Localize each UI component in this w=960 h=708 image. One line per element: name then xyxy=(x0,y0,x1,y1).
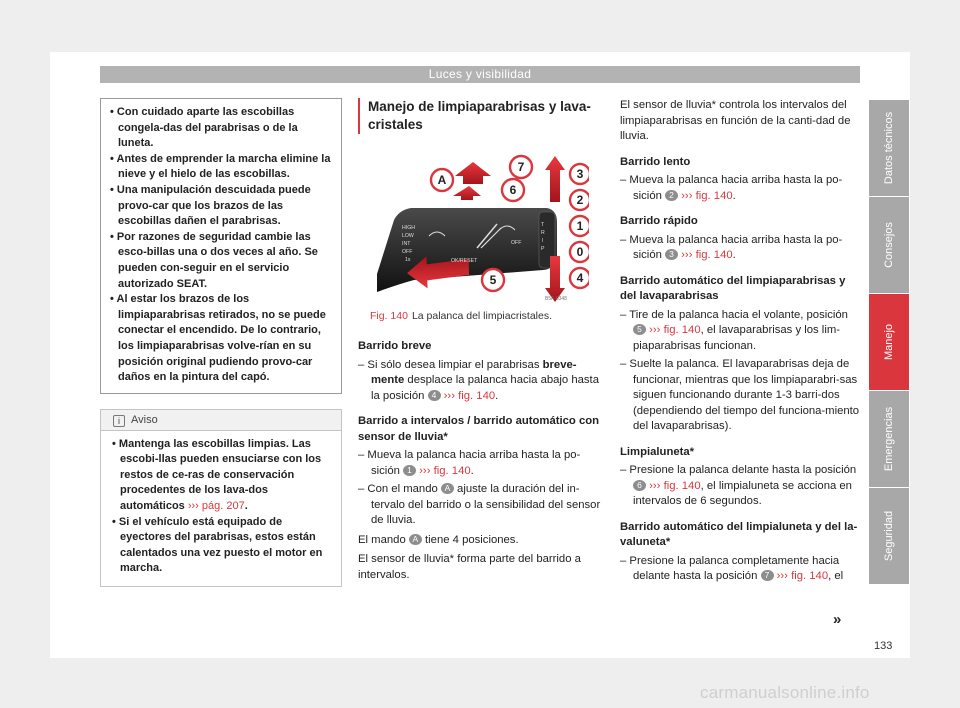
svg-text:P: P xyxy=(541,246,545,252)
list-item: – Mueva la palanca hacia arriba hasta la po-sición 1 ››› fig. 140. xyxy=(358,449,581,477)
wiper-lever-illustration xyxy=(369,152,589,303)
column-middle xyxy=(358,98,603,583)
position-marker: 6 xyxy=(633,480,646,491)
warning-item: • Antes de emprender la marcha elimine la nieve y el hielo de las escobillas. xyxy=(110,152,331,181)
svg-text:OFF: OFF xyxy=(511,240,522,246)
paragraph: El sensor de lluvia* controla los intervalos del limpiaparabrisas en función de la canti-dad de lluvia. xyxy=(620,99,851,142)
svg-text:INT: INT xyxy=(402,241,411,247)
svg-text:7: 7 xyxy=(517,160,525,174)
svg-text:I: I xyxy=(542,238,544,244)
position-marker: 7 xyxy=(761,570,774,581)
info-icon: i xyxy=(113,415,125,427)
subheading: Barrido breve xyxy=(358,340,432,352)
paragraph: El sensor de lluvia* forma parte del barrido a intervalos. xyxy=(358,553,581,581)
column-right xyxy=(620,98,860,585)
figure-wiper-lever xyxy=(369,152,589,303)
warning-item: • Por razones de seguridad cambie las esco-billas una o dos veces al año. Se pueden con-seguir en el servicio autorizado SEAT. xyxy=(110,230,318,290)
arrow-7 xyxy=(455,162,491,184)
warning-box xyxy=(100,98,342,394)
list-item: – Tire de la palanca hacia el volante, posición 5 ››› fig. 140, el lavaparabrisas y los lim-piaparabrisas funcionan. xyxy=(620,308,848,352)
subheading: Barrido automático del limpialuneta y del la-valuneta* xyxy=(620,520,858,548)
position-marker: A xyxy=(409,534,422,545)
svg-text:1: 1 xyxy=(576,219,584,233)
figure-ref-link[interactable]: ››› fig. 140 xyxy=(649,324,701,336)
note-item: • Si el vehículo está equipado de eyectores del parabrisas, estos están calentados una vez puesto el motor en marcha. xyxy=(112,515,323,575)
svg-text:R: R xyxy=(541,230,545,236)
list-item: – Si sólo desea limpiar el parabrisas breve-mente desplace la palanca hacia abajo hasta la posición 4 ››› fig. 140. xyxy=(358,358,599,402)
svg-text:6: 6 xyxy=(509,183,517,197)
svg-text:LOW: LOW xyxy=(402,233,414,239)
position-marker: 4 xyxy=(428,390,441,401)
svg-text:4: 4 xyxy=(576,271,584,285)
note-item: • Mantenga las escobillas limpias. Las escobi-llas pueden ensuciarse con los restos de ce-ras de conservación procedentes de los lava-dos automáticos ››› pág. 207. xyxy=(112,437,322,513)
warning-item: • Una manipulación descuidada puede provo-car que los brazos de las escobillas dañen el parabrisas. xyxy=(110,183,311,228)
tab-seguridad[interactable]: Seguridad xyxy=(869,488,909,584)
subheading: Barrido rápido xyxy=(620,215,698,227)
figure-ref-link[interactable]: ››› fig. 140 xyxy=(649,479,701,492)
list-item: – Presione la palanca delante hasta la posición 6 ››› fig. 140, el limpialuneta se acciona en intervalos de 6 segundos. xyxy=(620,464,857,507)
svg-text:2: 2 xyxy=(576,193,584,207)
svg-text:T: T xyxy=(541,222,545,228)
figure-ref-link[interactable]: ››› fig. 140 xyxy=(681,189,733,202)
subheading: Barrido lento xyxy=(620,155,691,168)
page-ref-link[interactable]: ››› pág. 207 xyxy=(187,500,245,513)
svg-text:3: 3 xyxy=(576,167,584,181)
arrow-6 xyxy=(453,186,481,200)
subheading: Barrido automático del limpiaparabrisas y del lavaparabrisas xyxy=(620,274,846,302)
figure-ref-link[interactable]: ››› fig. 140 xyxy=(419,464,471,477)
svg-text:0: 0 xyxy=(576,245,584,259)
list-item: – Mueva la palanca hacia arriba hasta la po-sición 2 ››› fig. 140. xyxy=(620,174,843,202)
position-marker: A xyxy=(441,483,454,494)
page-number: 133 xyxy=(874,640,893,652)
subheading: Limpialuneta* xyxy=(620,445,695,458)
tab-manejo[interactable]: Manejo xyxy=(869,294,909,390)
list-item: – Suelte la palanca. El lavaparabrisas deja de funcionar, mientras que los limpiaparabri-sas siguen funcionando durante 1-3 barri-dos (dependiendo del tiempo del funciona-miento del lavaparabrisas). xyxy=(620,358,860,432)
note-body xyxy=(101,431,341,586)
svg-text:OK/RESET: OK/RESET xyxy=(451,258,478,264)
svg-text:HIGH: HIGH xyxy=(402,225,415,231)
list-item: – Con el mando A ajuste la duración del in-tervalo del barrido o la sensibilidad del sensor de lluvia. xyxy=(358,483,601,526)
subheading: Barrido a intervalos / barrido automático con sensor de lluvia* xyxy=(358,415,600,443)
figure-ref-link[interactable]: ››› fig. 140 xyxy=(681,249,733,261)
note-box xyxy=(100,409,342,587)
warning-item: • Al estar los brazos de los limpiaparabrisas retirados, no se puede conectar el encendido. De lo contrario, los limpiaparabrisas volve-rían en su posición original pudiendo provo-car daños en la pintura del capó. xyxy=(110,293,326,384)
svg-text:B5F-0348: B5F-0348 xyxy=(545,296,567,302)
figure-caption: Fig. 140 La palanca del limpiacristales. xyxy=(370,310,553,322)
svg-text:A: A xyxy=(437,173,447,187)
figure-ref-link[interactable]: ››› fig. 140 xyxy=(443,389,496,402)
tab-emergencias[interactable]: Emergencias xyxy=(869,391,909,487)
position-marker: 2 xyxy=(665,190,678,201)
list-item: – Presione la palanca completamente hacia delante hasta la posición 7 ››› fig. 140, el xyxy=(620,554,844,582)
svg-text:5: 5 xyxy=(489,273,497,287)
tab-consejos[interactable]: Consejos xyxy=(869,197,909,293)
continue-mark: » xyxy=(833,611,842,628)
warning-item: • Con cuidado aparte las escobillas congela-das del parabrisas o de la luneta. xyxy=(110,106,298,150)
note-header xyxy=(101,410,341,431)
watermark: carmanualsonline.info xyxy=(700,683,870,702)
page-header: Luces y visibilidad xyxy=(100,66,860,83)
position-marker: 5 xyxy=(633,324,646,335)
figure-ref-link[interactable]: ››› fig. 140 xyxy=(776,570,829,582)
svg-text:1x: 1x xyxy=(405,257,411,263)
tab-datos-tecnicos[interactable]: Datos técnicos xyxy=(869,100,909,196)
position-marker: 3 xyxy=(665,249,678,260)
paragraph: El mando A tiene 4 posiciones. xyxy=(358,533,519,546)
position-marker: 1 xyxy=(403,465,416,476)
svg-text:OFF: OFF xyxy=(402,249,413,255)
column-left xyxy=(100,98,342,587)
list-item: – Mueva la palanca hacia arriba hasta la po-sición 3 ››› fig. 140. xyxy=(620,233,843,261)
note-title: Aviso xyxy=(131,413,158,426)
section-title: Manejo de limpiaparabrisas y lava-cristales xyxy=(358,98,603,134)
